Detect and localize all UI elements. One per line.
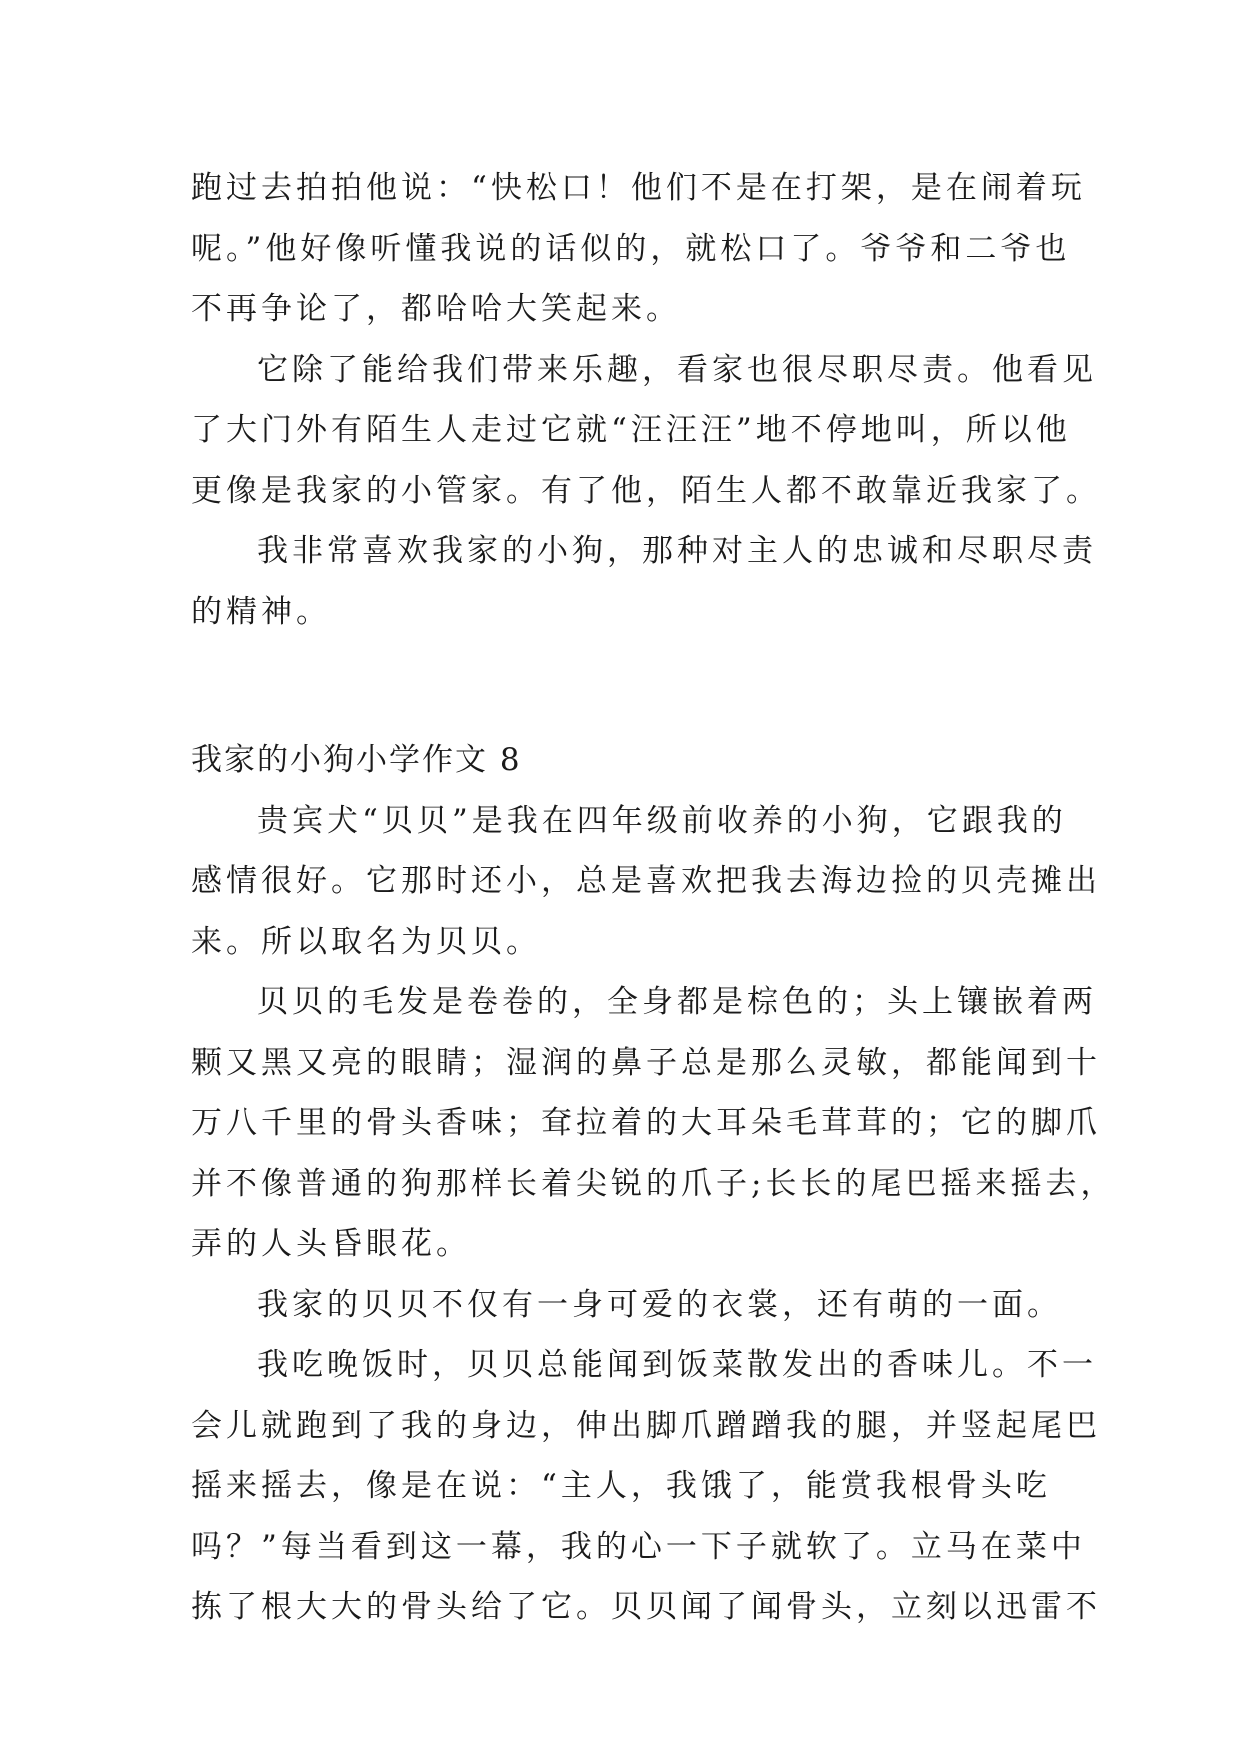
- text-line: 万八千里的骨头香味；耷拉着的大耳朵毛茸茸的；它的脚爪: [191, 1105, 1101, 1141]
- text-line: 我非常喜欢我家的小狗，那种对主人的忠诚和尽职尽责: [257, 533, 1097, 569]
- text-line: 并不像普通的狗那样长着尖锐的爪子;长长的尾巴摇来摇去，: [191, 1165, 1116, 1202]
- text-line: 弄的人头昏眼花。: [191, 1226, 471, 1262]
- text-line: 不再争论了，都哈哈大笑起来。: [191, 291, 681, 327]
- text-line: 了大门外有陌生人走过它就“汪汪汪”地不停地叫，所以他: [191, 412, 1071, 448]
- text-line: 会儿就跑到了我的身边，伸出脚爪蹭蹭我的腿，并竖起尾巴: [191, 1407, 1101, 1444]
- text-line: 拣了根大大的骨头给了它。贝贝闻了闻骨头，立刻以迅雷不: [191, 1589, 1101, 1625]
- text-line: 摇来摇去，像是在说：“主人，我饿了，能赏我根骨头吃: [191, 1468, 1051, 1504]
- text-line: 颗又黑又亮的眼睛；湿润的鼻子总是那么灵敏，都能闻到十: [191, 1044, 1101, 1081]
- text-line: 吗？”每当看到这一幕，我的心一下子就软了。立马在菜中: [191, 1528, 1086, 1565]
- section-title: 我家的小狗小学作文 8: [191, 742, 522, 778]
- text-line: 的精神。: [191, 593, 331, 630]
- text-line: 我吃晚饭时，贝贝总能闻到饭菜散发出的香味儿。不一: [257, 1347, 1097, 1383]
- text-line: 贝贝的毛发是卷卷的，全身都是棕色的；头上镶嵌着两: [257, 984, 1097, 1020]
- article-body: [191, 158, 1116, 1638]
- text-line: 我家的贝贝不仅有一身可爱的衣裳，还有萌的一面。: [257, 1286, 1062, 1323]
- section-gap: [191, 642, 1071, 730]
- text-line: 呢。”他好像听懂我说的话似的，就松口了。爷爷和二爷也: [191, 230, 1071, 267]
- text-line: 来。所以取名为贝贝。: [191, 923, 541, 960]
- text-line: 它除了能给我们带来乐趣，看家也很尽职尽责。他看见: [257, 351, 1097, 388]
- text-line: 更像是我家的小管家。有了他，陌生人都不敢靠近我家了。: [191, 472, 1101, 509]
- text-line: 感情很好。它那时还小，总是喜欢把我去海边捡的贝壳摊出: [191, 863, 1101, 899]
- text-line: 跑过去拍拍他说：“快松口！他们不是在打架，是在闹着玩: [191, 170, 1086, 206]
- text-line: 贵宾犬“贝贝”是我在四年级前收养的小狗，它跟我的: [257, 802, 1067, 839]
